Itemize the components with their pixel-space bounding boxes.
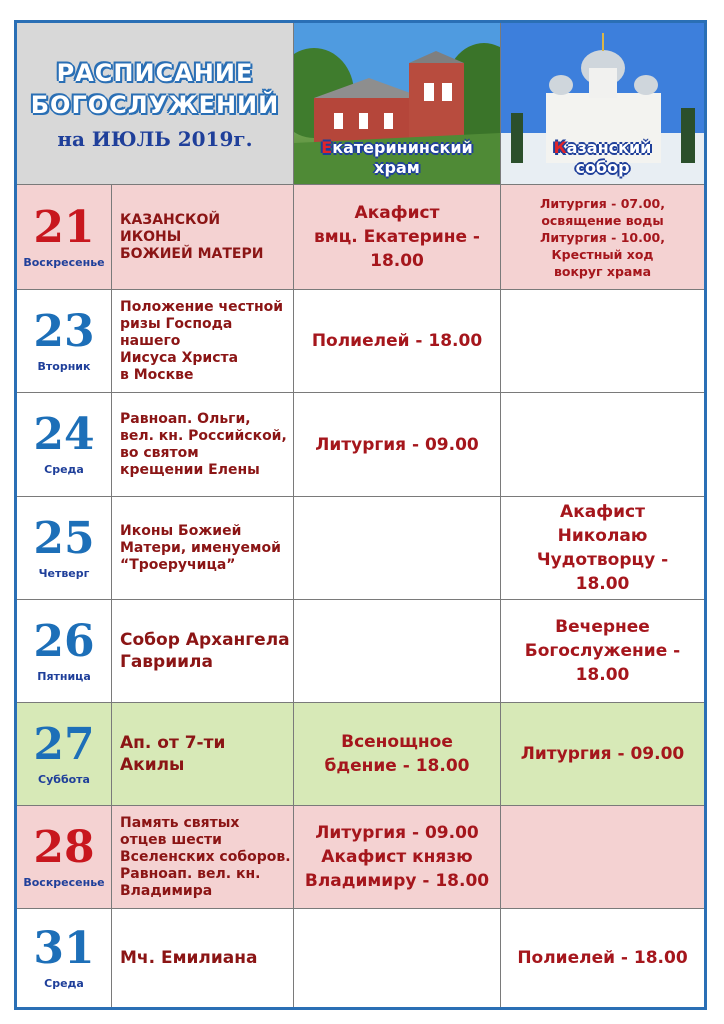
date-cell [17,393,111,496]
church1-service-line: Акафист князю [321,847,473,867]
schedule-row [17,289,704,392]
church2-service-line: Акафист [560,502,645,522]
weekday-label: Воскресенье [23,255,105,269]
feast-line: Равноап. вел. кн. [120,865,261,882]
kazansky-cathedral-photo [500,23,704,184]
schedule-row [17,702,704,805]
church2-service-line: 18.00 [575,574,630,594]
feast-line: ИКОНЫ [120,228,182,245]
feast-cell [111,290,293,392]
date-cell [17,290,111,392]
feast-line: Ап. от 7-ти [120,733,226,753]
feast-line: вел. кн. Российской, [120,427,287,444]
date-cell [17,600,111,702]
church1-service-line: Литургия - 09.00 [315,823,479,843]
schedule-row [17,599,704,702]
church2-service-line: Вечернее [555,617,650,637]
church2-service-cell [500,806,704,908]
feast-text [120,815,291,900]
church1-service-cell [293,185,500,289]
church1-service-line: Всенощное [341,732,453,752]
day-number: 21 [33,201,95,253]
church2-service-cell [500,600,704,702]
feast-line: Иконы Божией [120,522,242,539]
feast-text [120,947,257,969]
church1-service-cell [293,497,500,599]
church2-first-letter: К [553,138,567,157]
weekday-label: Среда [44,976,84,990]
feast-line: Акилы [120,755,185,775]
feast-line: Память святых [120,814,240,831]
feast-line: КАЗАНСКОЙ [120,211,221,228]
church2-service-line: освящение воды [541,212,664,228]
day-number: 23 [33,305,95,357]
church1-name: катерининский [332,138,473,157]
feast-line: “Троеручица” [120,556,236,573]
church2-service-text [521,742,685,766]
church2-service-line: Литургия - 10.00, [540,229,665,245]
schedule-row [17,805,704,908]
church2-service-text [517,946,687,970]
weekday-label: Пятница [37,669,91,683]
ekaterininsky-church-photo [293,23,500,184]
church2-service-line: вокруг храма [553,263,652,279]
title-month: на ИЮЛЬ 2019г. [57,126,253,151]
feast-text [120,299,293,384]
feast-line: Матери, именуемой [120,539,281,556]
church1-service-text [305,821,489,893]
day-number: 26 [33,615,95,667]
church1-service-text [312,329,482,353]
feast-line: в Москве [120,366,194,383]
feast-line: ризы Господа нашего [120,315,233,349]
feast-cell [111,909,293,1007]
schedule-row [17,184,704,289]
feast-text [120,411,287,479]
title-block [17,23,293,184]
feast-cell [111,806,293,908]
schedule-row [17,908,704,1007]
church2-service-cell [500,909,704,1007]
church1-type: храм [374,158,420,177]
schedule-frame [14,20,707,1010]
church2-service-text [501,500,704,596]
feast-line: во святом [120,444,199,461]
church2-service-line: Полиелей - 18.00 [517,948,688,968]
title-line-1: РАСПИСАНИЕ [56,58,254,87]
church2-service-cell [500,497,704,599]
feast-text [120,212,263,263]
date-cell [17,909,111,1007]
weekday-label: Четверг [38,566,90,580]
day-number: 24 [33,409,95,460]
weekday-label: Суббота [38,772,90,786]
feast-cell [111,393,293,496]
church1-label [294,138,500,178]
feast-line: Владимира [120,882,213,899]
feast-line: Гавриила [120,652,213,672]
church2-service-text [525,615,680,687]
date-cell [17,703,111,805]
feast-text [120,732,225,776]
church1-service-text [325,730,470,778]
date-cell [17,806,111,908]
church1-service-line: Владимиру - 18.00 [304,871,490,891]
church1-service-cell [293,806,500,908]
feast-line: отцев шести [120,831,222,848]
schedule-row [17,392,704,496]
day-number: 28 [33,821,95,873]
church1-service-cell [293,600,500,702]
feast-cell [111,703,293,805]
day-number: 27 [33,718,95,770]
date-cell [17,185,111,289]
church1-service-line: Акафист [354,203,440,223]
feast-cell [111,185,293,289]
church2-service-text [540,195,665,280]
church2-service-line: 18.00 [575,665,630,685]
church2-service-line: Литургия - 07.00, [540,195,665,211]
day-number: 31 [33,922,95,974]
church1-service-text [315,433,479,457]
feast-line: Вселенских соборов. [120,848,291,865]
church2-service-cell [500,703,704,805]
church2-type: собор [575,158,630,177]
schedule-row [17,496,704,599]
feast-cell [111,497,293,599]
church1-service-line: бдение - 18.00 [324,756,470,776]
church1-service-line: Полиелей - 18.00 [311,331,483,351]
feast-line: Собор Архангела [120,630,290,650]
weekday-label: Вторник [37,359,91,373]
church1-service-line: 18.00 [370,251,424,271]
feast-line: Мч. Емилиана [120,948,258,968]
date-cell [17,497,111,599]
weekday-label: Воскресенье [23,875,105,889]
feast-line: БОЖИЕЙ МАТЕРИ [120,245,264,262]
feast-line: Иисуса Христа [120,349,239,366]
title-line-2: БОГОСЛУЖЕНИЙ [30,90,280,119]
church2-label [501,138,704,178]
weekday-label: Среда [44,463,84,476]
day-number: 25 [33,512,95,564]
church2-service-cell [500,185,704,289]
church2-service-line: Крестный ход [551,246,654,262]
church1-service-line: Литургия - 09.00 [315,434,479,455]
feast-line: Положение честной [120,298,284,315]
feast-line: крещении Елены [120,461,260,478]
church1-service-cell [293,290,500,392]
feast-line: Равноап. Ольги, [120,410,251,427]
church2-service-line: Богослужение - [524,641,681,661]
church1-service-cell [293,393,500,496]
church1-service-line: вмц. Екатерине - [314,227,480,247]
church1-service-cell [293,703,500,805]
feast-cell [111,600,293,702]
feast-text [120,523,281,574]
church2-service-line: Николаю Чудотворцу - [536,526,669,570]
church1-service-cell [293,909,500,1007]
church2-service-cell [500,393,704,496]
church2-service-line: Литургия - 09.00 [520,744,685,764]
church2-name: азанский [566,138,652,157]
church2-service-cell [500,290,704,392]
church1-service-text [314,201,480,273]
feast-text [120,629,290,673]
church1-first-letter: Е [321,138,333,157]
